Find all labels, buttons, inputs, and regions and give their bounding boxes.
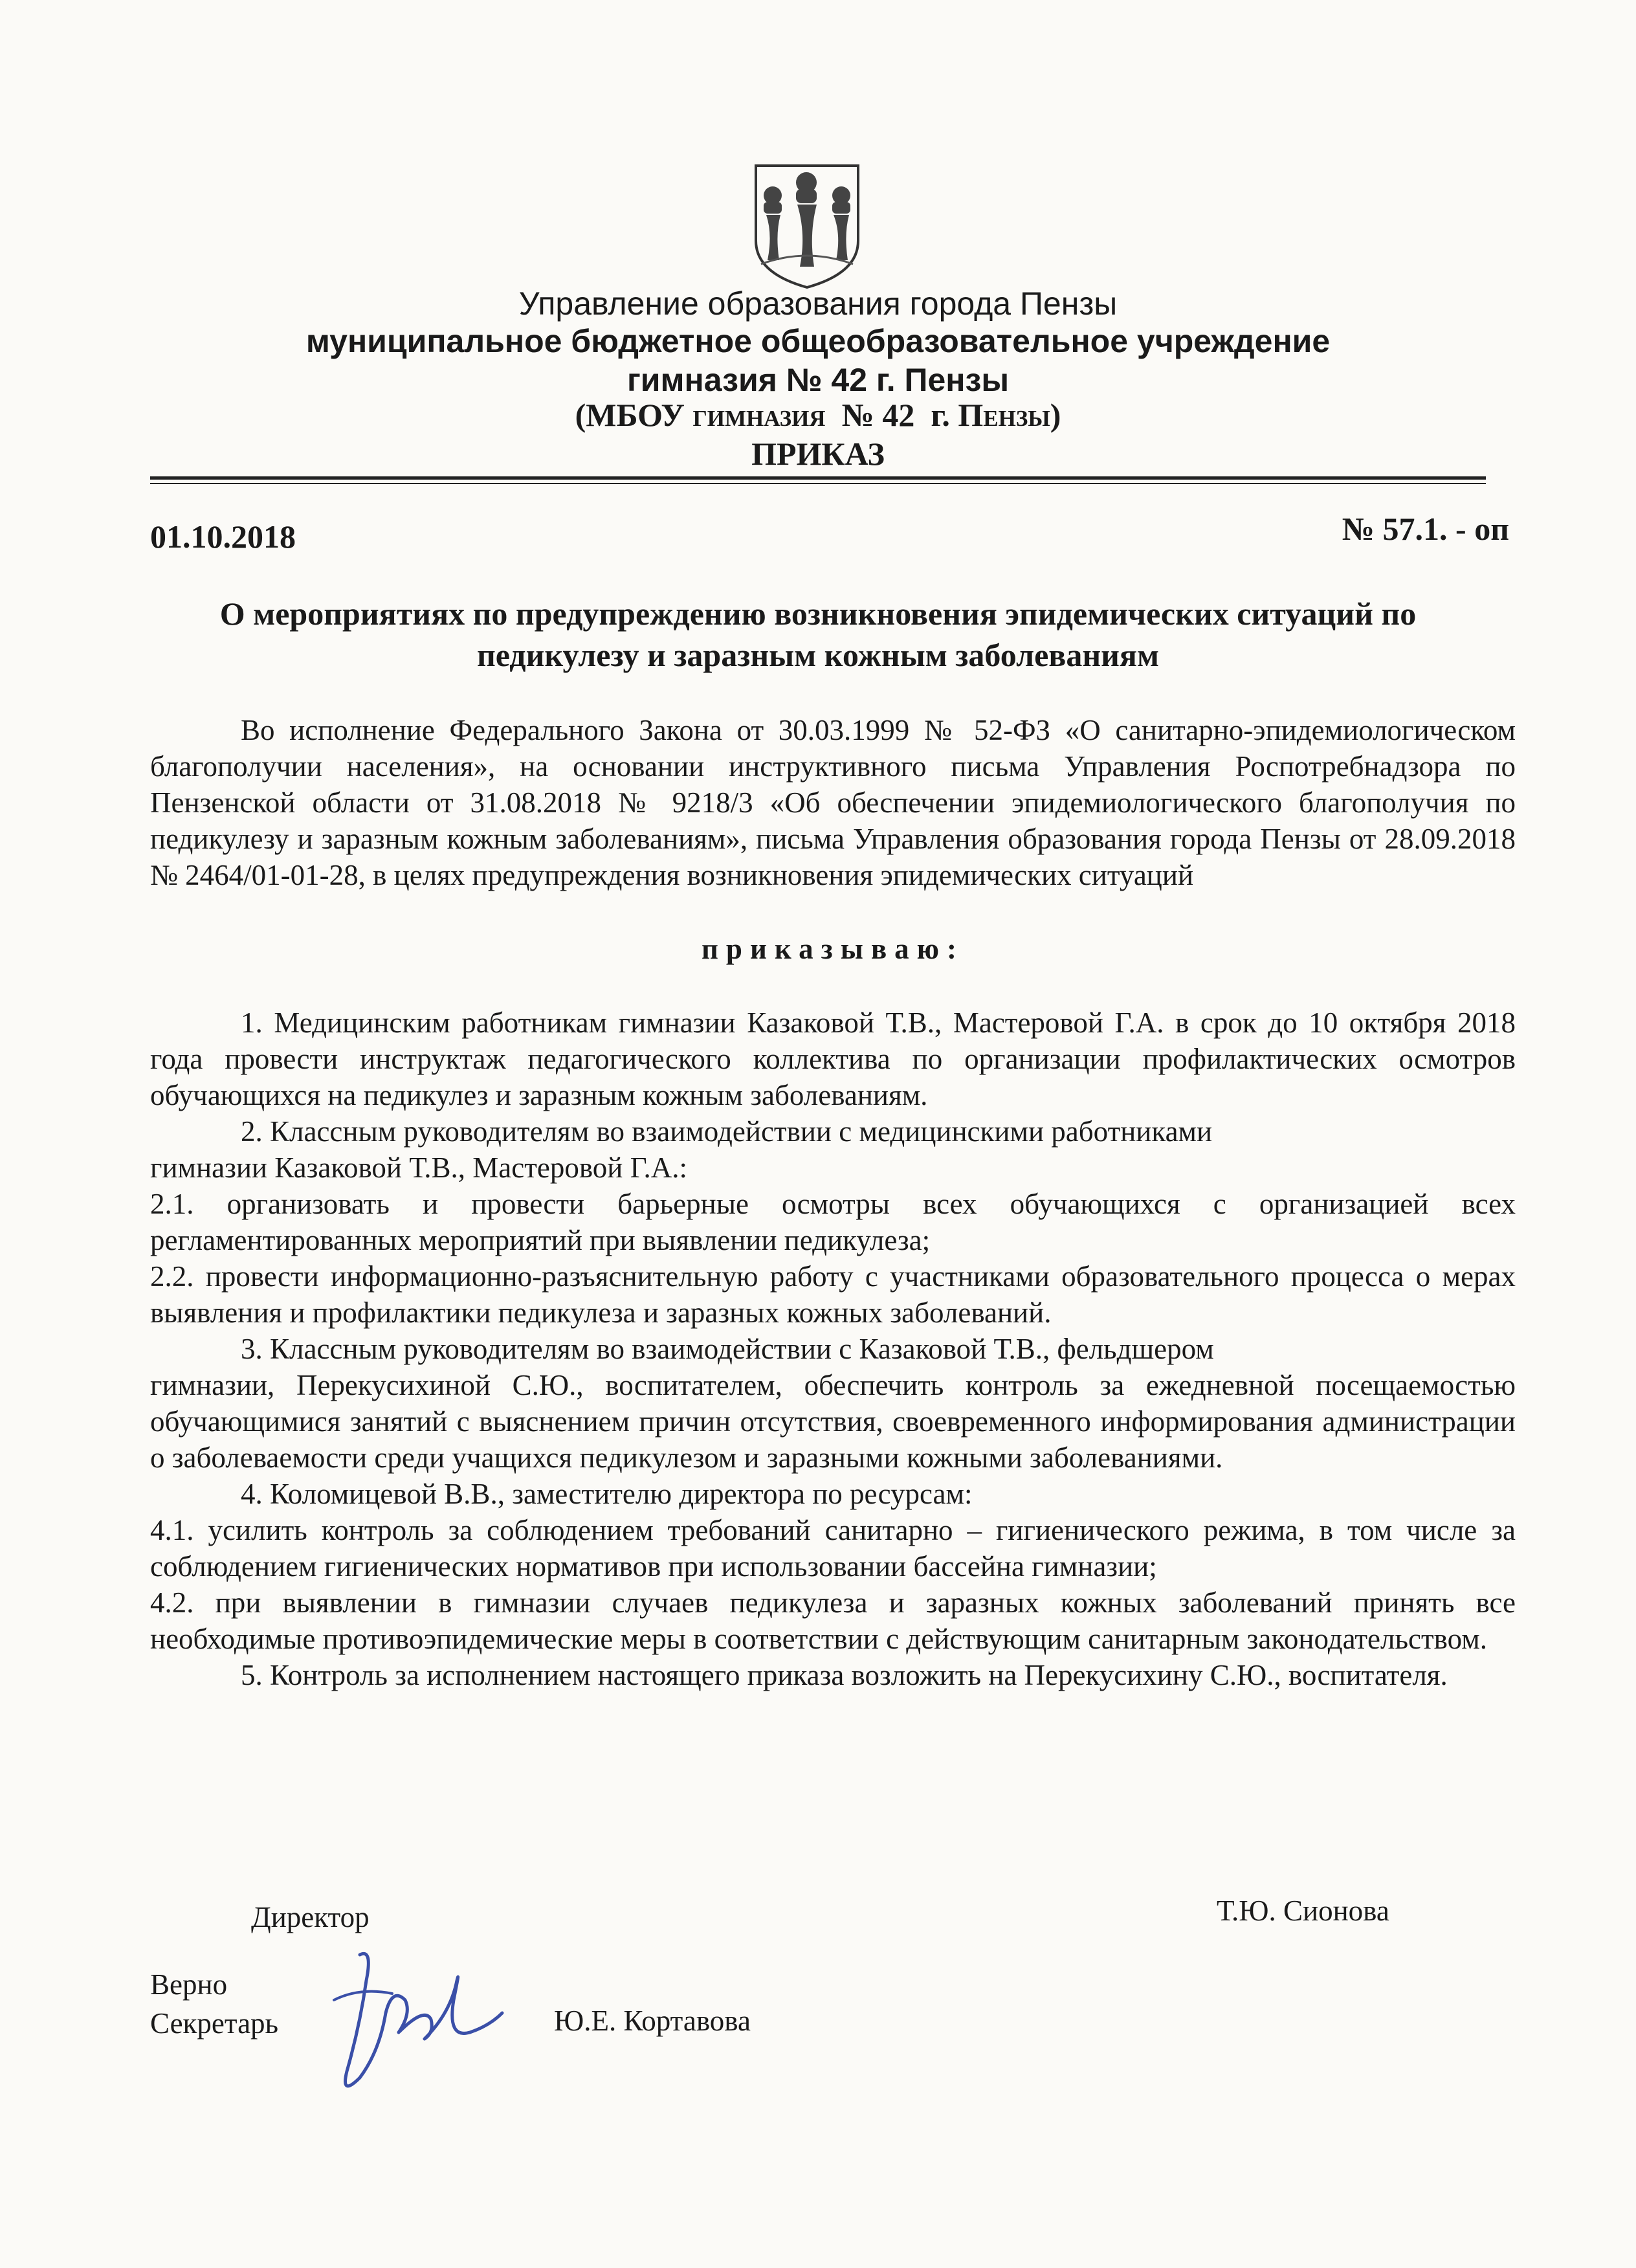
header-authority: Управление образования города Пензы	[518, 285, 1118, 322]
secretary-name: Ю.Е. Кортавова	[554, 2005, 751, 2037]
order-date: 01.10.2018	[150, 518, 296, 555]
document-type: ПРИКАЗ	[751, 436, 885, 472]
decree-word: приказываю:	[701, 933, 965, 965]
item-2-continued: гимназии Казаковой Т.В., Мастеровой Г.А.:	[150, 1151, 688, 1184]
header-abbreviation: (МБОУ гимназия № 42 г. Пензы)	[575, 397, 1061, 433]
director-label: Директор	[251, 1901, 370, 1933]
header-divider-thin	[150, 483, 1486, 484]
order-number: № 57.1. - оп	[1342, 511, 1509, 547]
header-institution: муниципальное бюджетное общеобразовательное учреждение	[305, 323, 1331, 359]
header-gymnasium: гимназия № 42 г. Пензы	[626, 362, 1010, 398]
true-copy-label: Верно	[150, 1968, 228, 2001]
item-4-2: 4.2. при выявлении в гимназии случаев педикулеза и заразных кожных заболеваний принять все необходимые противоэпидемические меры в соответствии с действующим санитарным законодательством.	[150, 1586, 1516, 1655]
item-5: 5. Контроль за исполнением настоящего приказа возложить на Перекусихину С.Ю., воспитателя.	[241, 1659, 1448, 1691]
director-name: Т.Ю. Сионова	[1217, 1895, 1389, 1927]
header-divider	[150, 476, 1486, 480]
item-2-2: 2.2. провести информационно-разъяснительную работу с участниками образовательного процесса о мерах выявления и профилактики педикулеза и заразных кожных заболеваний.	[150, 1260, 1516, 1329]
item-3: 3. Классным руководителям во взаимодействии с Казаковой Т.В., фельдшером	[241, 1333, 1214, 1365]
item-3-continued: гимназии, Перекусихиной С.Ю., воспитателем, обеспечить контроль за ежедневной посещаемостью обучающимися занятий с выяснением причин отсутствия, своевременного информирования администрации о заболеваемости среди учащихся педикулезом и заразными кожными заболеваниями.	[150, 1369, 1516, 1474]
preamble: Во исполнение Федерального Закона от 30.03.1999 № 52-ФЗ «О санитарно-эпидемиологическом благополучии населения», на основании инструктивного письма Управления Роспотребнадзора по Пензенской области от 31.08.2018 № 9218/3 «Об обеспечении эпидемиологического благополучия по педикулезу и заразным кожным заболеваниям», письма Управления образования города Пензы от 28.09.2018 № 2464/01-01-28, в целях предупреждения возникновения эпидемических ситуаций	[150, 714, 1516, 891]
order-title: О мероприятиях по предупреждению возникновения эпидемических ситуаций по педикулезу и заразным кожным заболеваниям	[219, 595, 1417, 673]
item-1: 1. Медицинским работникам гимназии Казаковой Т.В., Мастеровой Г.А. в срок до 10 октября 2018 года провести инструктаж педагогического коллектива по организации профилактических осмотров обучающихся на педикулез и заразным кожным заболеваниям.	[150, 1006, 1516, 1111]
coat-of-arms-icon	[752, 163, 862, 290]
order-body	[150, 712, 1516, 1693]
item-4-1: 4.1. усилить контроль за соблюдением требований санитарно – гигиенического режима, в том числе за соблюдением гигиенических нормативов при использовании бассейна гимназии;	[150, 1514, 1516, 1583]
secretary-label: Секретарь	[150, 2007, 279, 2040]
item-2: 2. Классным руководителям во взаимодействии с медицинскими работниками	[241, 1115, 1213, 1148]
item-2-1: 2.1. организовать и провести барьерные осмотры всех обучающихся с организацией всех регламентированных мероприятий при выявлении педикулеза;	[150, 1188, 1516, 1256]
handwritten-signature-icon	[321, 1942, 515, 2104]
item-4: 4. Коломицевой В.В., заместителю директора по ресурсам:	[241, 1478, 973, 1510]
